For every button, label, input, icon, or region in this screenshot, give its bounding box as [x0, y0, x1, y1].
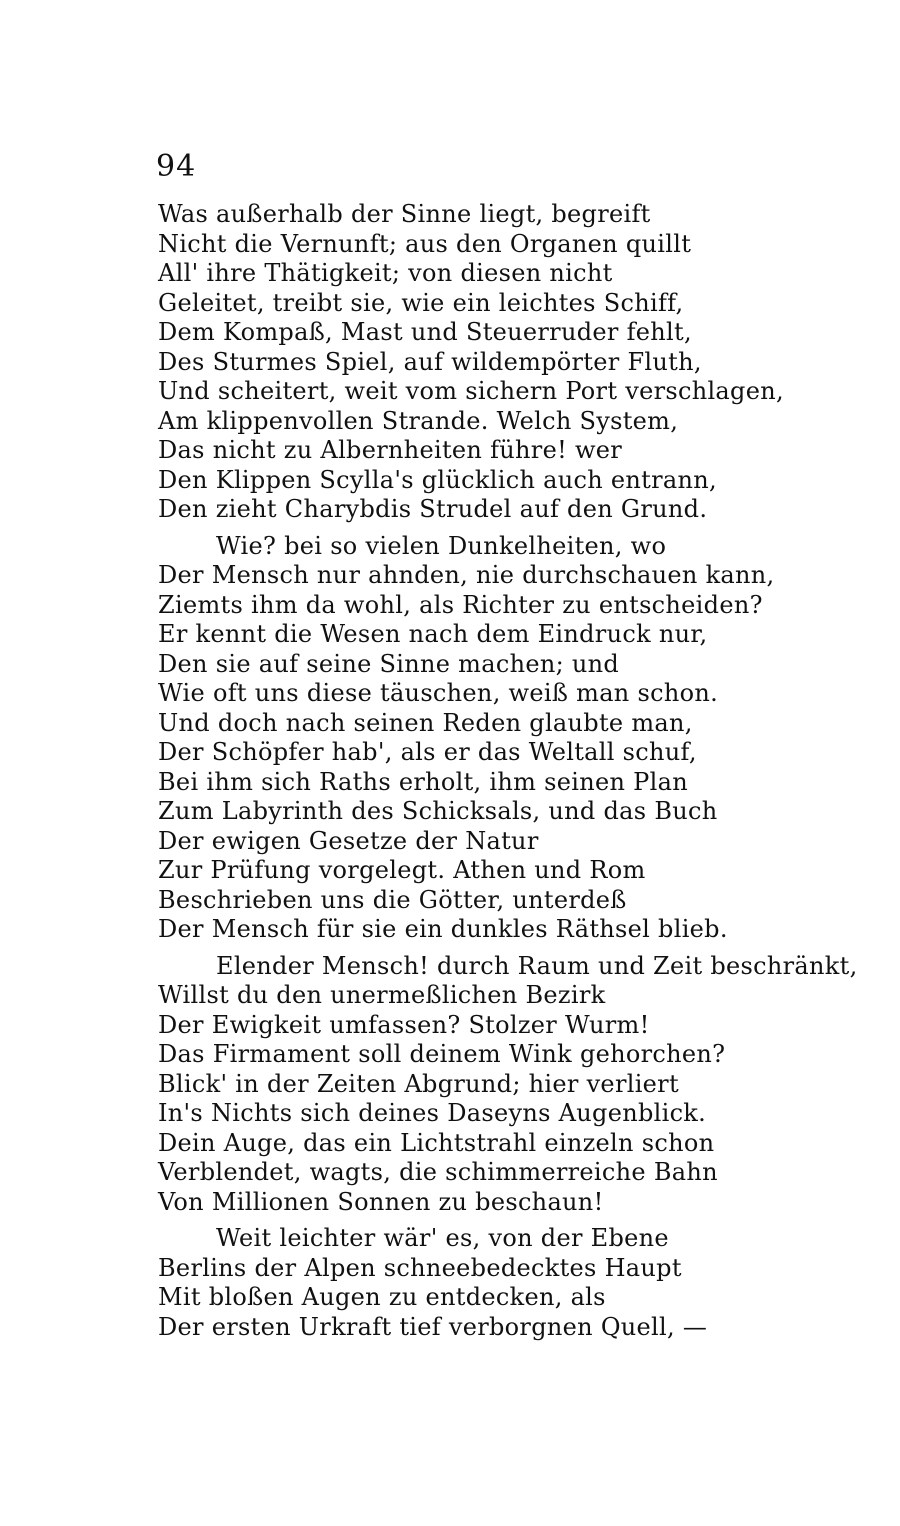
stanza-1: [158, 200, 858, 525]
verse-line: Von Millionen Sonnen zu beschaun!: [158, 1187, 604, 1216]
verse-line: Das nicht zu Albernheiten führe! wer: [158, 436, 623, 464]
verse-line: Ziemts ihm da wohl, als Richter zu entscheiden?: [158, 590, 763, 619]
verse-line: Und doch nach seinen Reden glaubte man,: [158, 708, 693, 737]
verse-line-indented: Wie? bei so vielen Dunkelheiten, wo: [216, 531, 667, 560]
verse-line: Er kennt die Wesen nach dem Eindruck nur,: [158, 620, 708, 648]
stanza-4: [158, 1224, 858, 1342]
verse-line: Verblendet, wagts, die schimmerreiche Bahn: [158, 1158, 718, 1186]
verse-line-indented: Elender Mensch! durch Raum und Zeit beschränkt,: [216, 951, 858, 980]
verse-line-indented: Weit leichter wär' es, von der Ebene: [216, 1224, 669, 1252]
verse-line: Dein Auge, das ein Lichtstrahl einzeln schon: [158, 1128, 715, 1157]
verse-line: Bei ihm sich Raths erholt, ihm seinen Plan: [158, 767, 688, 796]
verse-line: Das Firmament soll deinem Wink gehorchen?: [158, 1040, 726, 1068]
verse-line: Mit bloßen Augen zu entdecken, als: [158, 1283, 606, 1311]
verse-line: Und scheitert, weit vom sichern Port verschlagen,: [158, 377, 784, 405]
verse-line: Des Sturmes Spiel, auf wildempörter Fluth,: [158, 347, 702, 376]
verse-line: Den zieht Charybdis Strudel auf den Grund.: [158, 495, 708, 523]
verse-line: In's Nichts sich deines Daseyns Augenblick.: [158, 1099, 707, 1127]
verse-line: Der ewigen Gesetze der Natur: [158, 826, 539, 855]
verse-line: All' ihre Thätigkeit; von diesen nicht: [158, 259, 613, 287]
verse-line: Berlins der Alpen schneebedecktes Haupt: [158, 1253, 682, 1282]
verse-line: Der Ewigkeit umfassen? Stolzer Wurm!: [158, 1010, 650, 1039]
stanza-3: [158, 952, 858, 1218]
poem-text: [158, 200, 858, 1342]
verse-line: Wie oft uns diese täuschen, weiß man schon.: [158, 679, 719, 707]
verse-line: Den Klippen Scylla's glücklich auch entrann,: [158, 465, 717, 494]
verse-line: Den sie auf seine Sinne machen; und: [158, 649, 620, 678]
verse-line: Der Mensch für sie ein dunkles Räthsel blieb.: [158, 915, 728, 943]
verse-line: Der ersten Urkraft tief verborgnen Quell, —: [158, 1312, 708, 1341]
stanza-2: [158, 532, 858, 945]
verse-line: Beschrieben uns die Götter, unterdeß: [158, 885, 627, 914]
verse-line: Zum Labyrinth des Schicksals, und das Buch: [158, 797, 718, 825]
verse-line: Was außerhalb der Sinne liegt, begreift: [158, 200, 651, 228]
verse-line: Geleitet, treibt sie, wie ein leichtes Schiff,: [158, 288, 684, 317]
verse-line: Der Schöpfer hab', als er das Weltall schuf,: [158, 738, 697, 766]
verse-line: Zur Prüfung vorgelegt. Athen und Rom: [158, 856, 646, 884]
verse-line: Der Mensch nur ahnden, nie durchschauen kann,: [158, 561, 775, 589]
verse-line: Am klippenvollen Strande. Welch System,: [158, 406, 679, 435]
verse-line: Blick' in der Zeiten Abgrund; hier verliert: [158, 1069, 679, 1098]
verse-line: Dem Kompaß, Mast und Steuerruder fehlt,: [158, 318, 692, 346]
page-number: 94: [156, 149, 197, 184]
verse-line: Nicht die Vernunft; aus den Organen quillt: [158, 229, 692, 258]
verse-line: Willst du den unermeßlichen Bezirk: [158, 981, 606, 1009]
